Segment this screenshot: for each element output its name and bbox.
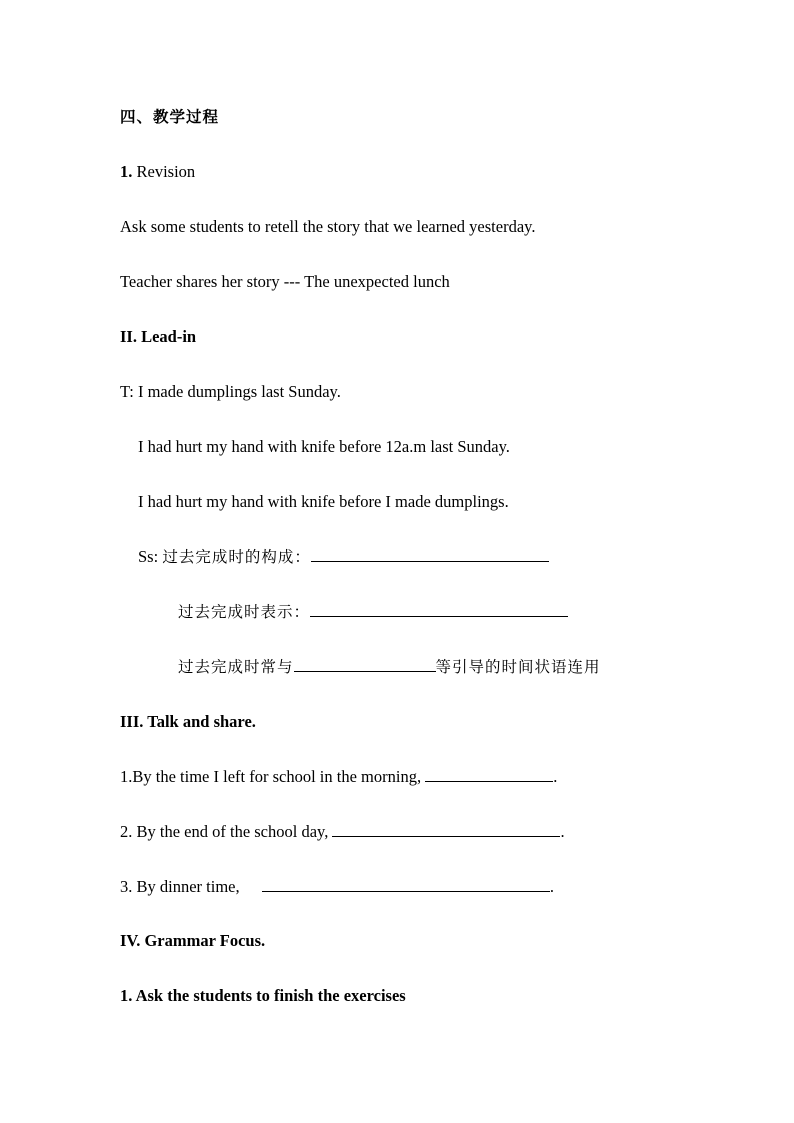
talk-blank-1[interactable]: [425, 767, 553, 782]
talk-item-2-text: 2. By the end of the school day,: [120, 822, 329, 841]
ss-question-3: [178, 657, 601, 677]
talk-item-3: [120, 877, 554, 897]
talk-heading: III. Talk and share.: [120, 712, 256, 731]
revision-line-1: Ask some students to retell the story that we learned yesterday.: [120, 217, 536, 236]
lead-in-line-2: I had hurt my hand with knife before 12a.m last Sunday.: [138, 437, 510, 456]
grammar-item-1: 1. Ask the students to finish the exercises: [120, 986, 406, 1005]
lead-in-line-1: T: I made dumplings last Sunday.: [120, 382, 341, 401]
grammar-heading: IV. Grammar Focus.: [120, 931, 266, 950]
question-3-prefix: 过去完成时常与: [178, 658, 294, 676]
talk-item-3-text: 3. By dinner time,: [120, 877, 240, 896]
talk-item-1: [120, 767, 557, 787]
talk-item-2-end: .: [560, 822, 565, 841]
lead-in-heading: II. Lead-in: [120, 327, 197, 346]
lead-in-line-3: I had hurt my hand with knife before I made dumplings.: [138, 492, 509, 511]
question-3-suffix: 等引导的时间状语连用: [435, 658, 601, 676]
talk-blank-3[interactable]: [262, 877, 550, 892]
talk-blank-2[interactable]: [332, 822, 560, 837]
revision-heading: [120, 162, 195, 182]
revision-line-2: Teacher shares her story --- The unexpected lunch: [120, 272, 450, 291]
section-title: 四、教学过程: [120, 108, 220, 126]
revision-title: Revision: [136, 162, 196, 181]
ss-question-1: [138, 547, 549, 567]
talk-item-1-end: .: [553, 767, 558, 786]
answer-blank-2[interactable]: [310, 602, 568, 617]
ss-question-2: [178, 602, 568, 622]
revision-number: 1.: [120, 162, 133, 181]
talk-item-1-text: 1.By the time I left for school in the morning,: [120, 767, 422, 786]
answer-blank-3[interactable]: [294, 657, 436, 672]
talk-item-3-end: .: [549, 877, 554, 896]
talk-item-2: [120, 822, 565, 842]
question-1-text: 过去完成时的构成：: [162, 548, 311, 566]
question-2-text: 过去完成时表示：: [178, 603, 311, 621]
ss-prefix: Ss:: [138, 547, 159, 566]
answer-blank-1[interactable]: [311, 547, 549, 562]
